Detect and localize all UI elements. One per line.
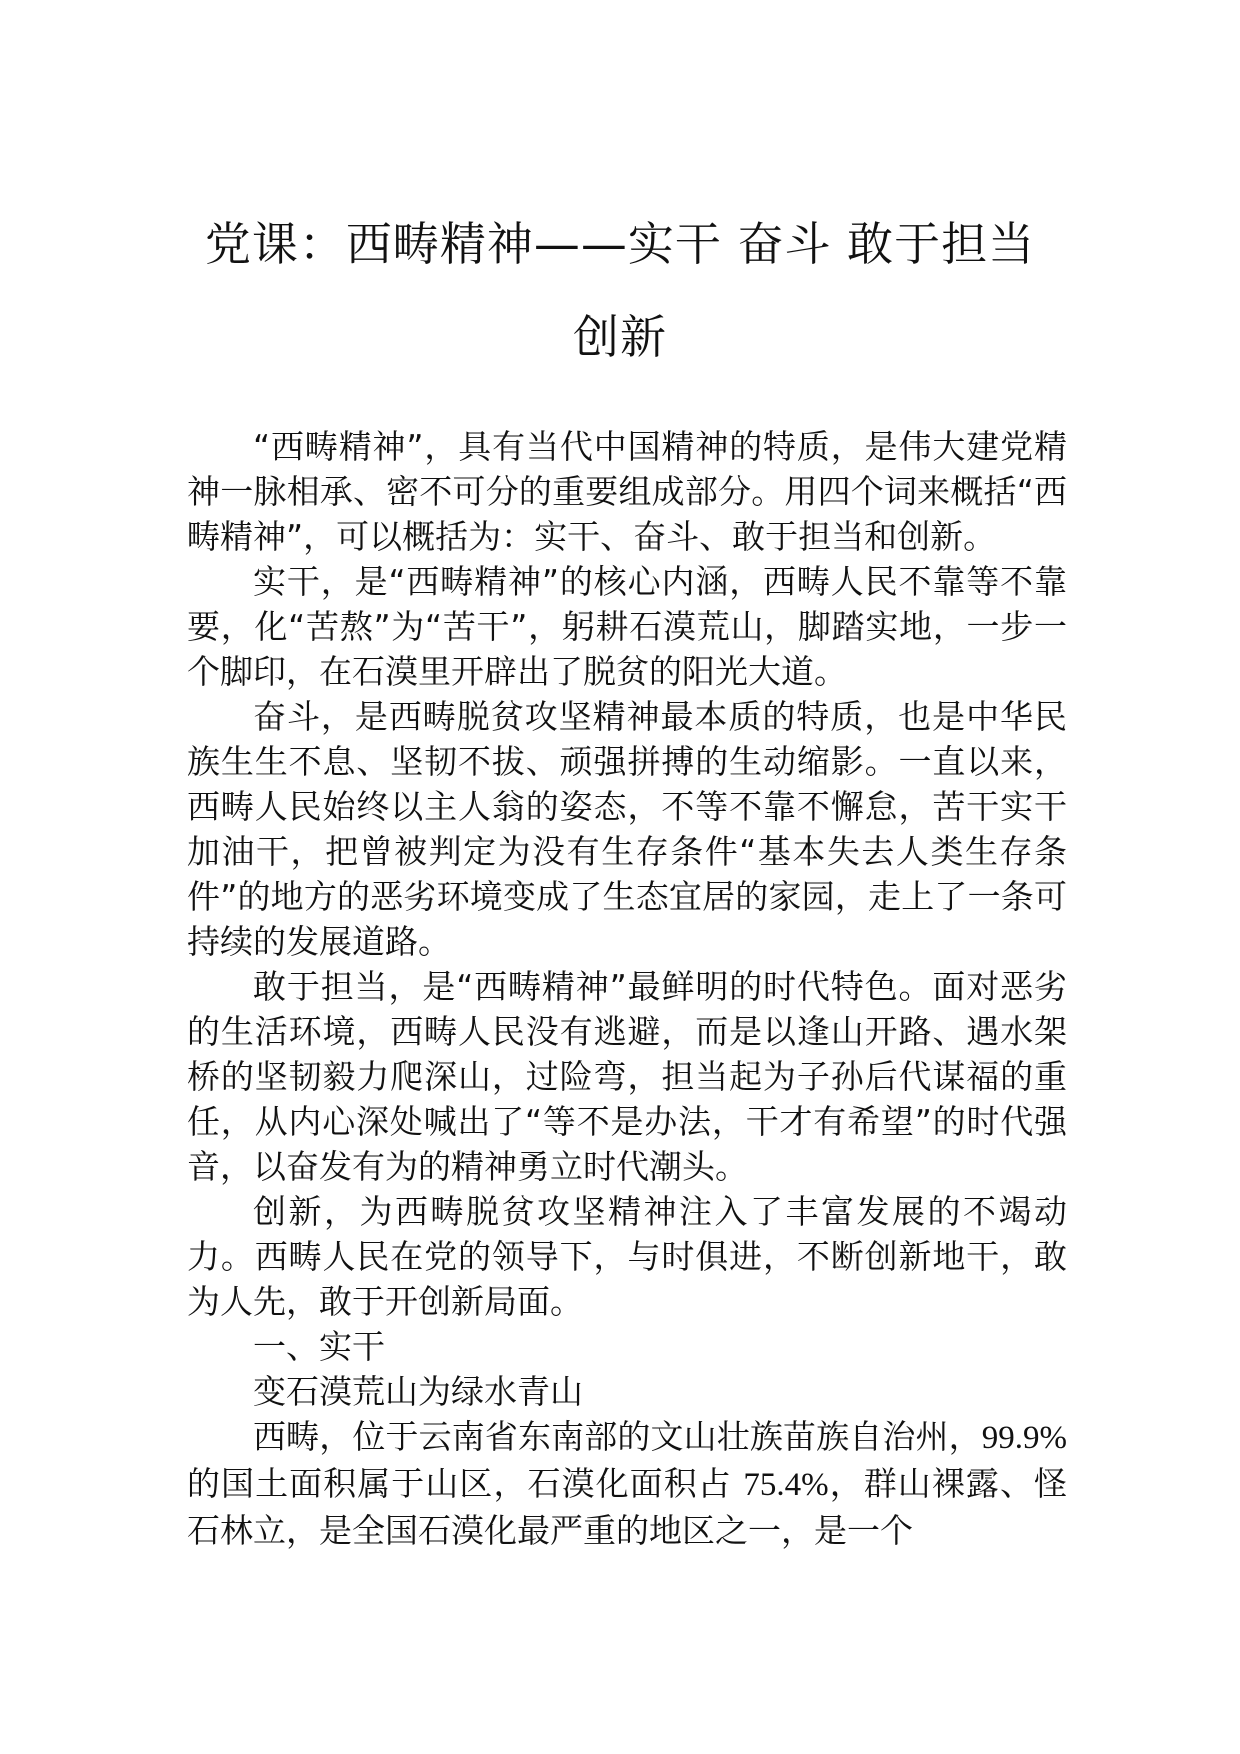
document-title-line2: 创新 — [573, 310, 667, 364]
percent-desertification: 75.4% — [743, 1467, 829, 1503]
paragraph-shigan: 实干，是“西畴精神”的核心内涵，西畴人民不靠等不靠要，化“苦熬”为“苦干”，躬耕石漠荒山，脚踏实地，一步一个脚印，在石漠里开辟出了脱贫的阳光大道。 — [187, 562, 1067, 691]
percent-mountain: 99.9% — [981, 1420, 1067, 1456]
paragraph-xichou-text1: 西畴，位于云南省东南部的文山壮族苗族自治州， — [253, 1417, 982, 1456]
section-heading: 一、实干 — [253, 1327, 385, 1366]
paragraph-fendou: 奋斗，是西畴脱贫攻坚精神最本质的特质，也是中华民族生生不息、坚韧不拔、顽强拼搏的生动缩影。一直以来，西畴人民始终以主人翁的姿态，不等不靠不懈怠，苦干实干加油干，把曾被判定为没有生存条件“基本失去人类生存条件”的地方的恶劣环境变成了生态宜居的家园，走上了一条可持续的发展道路。 — [187, 697, 1067, 961]
document-body — [187, 424, 1067, 1553]
paragraph-intro: “西畴精神”，具有当代中国精神的特质，是伟大建党精神一脉相承、密不可分的重要组成部分。用四个词来概括“西畴精神”，可以概括为：实干、奋斗、敢于担当和创新。 — [187, 427, 1067, 556]
paragraph-chuangxin: 创新，为西畴脱贫攻坚精神注入了丰富发展的不竭动力。西畴人民在党的领导下，与时俱进，不断创新地干，敢为人先，敢于开创新局面。 — [187, 1192, 1067, 1321]
document-title-line1: 党课：西畴精神——实干 奋斗 敢于担当 — [204, 217, 1036, 271]
paragraph-danDang: 敢于担当，是“西畴精神”最鲜明的时代特色。面对恶劣的生活环境，西畴人民没有逃避，而是以逢山开路、遇水架桥的坚韧毅力爬深山，过险弯，担当起为子孙后代谋福的重任，从内心深处喊出了“等不是办法，干才有希望”的时代强音，以奋发有为的精神勇立时代潮头。 — [187, 967, 1067, 1186]
section-subheading: 变石漠荒山为绿水青山 — [253, 1372, 583, 1411]
paragraph-xichou-text3: ，群山裸露、怪石林立，是全国石漠化最严重的地区之一，是一个 — [187, 1464, 1068, 1550]
paragraph-xichou — [187, 1414, 1067, 1553]
paragraph-xichou-text2: 的国土面积属于山区，石漠化面积占 — [187, 1464, 744, 1503]
